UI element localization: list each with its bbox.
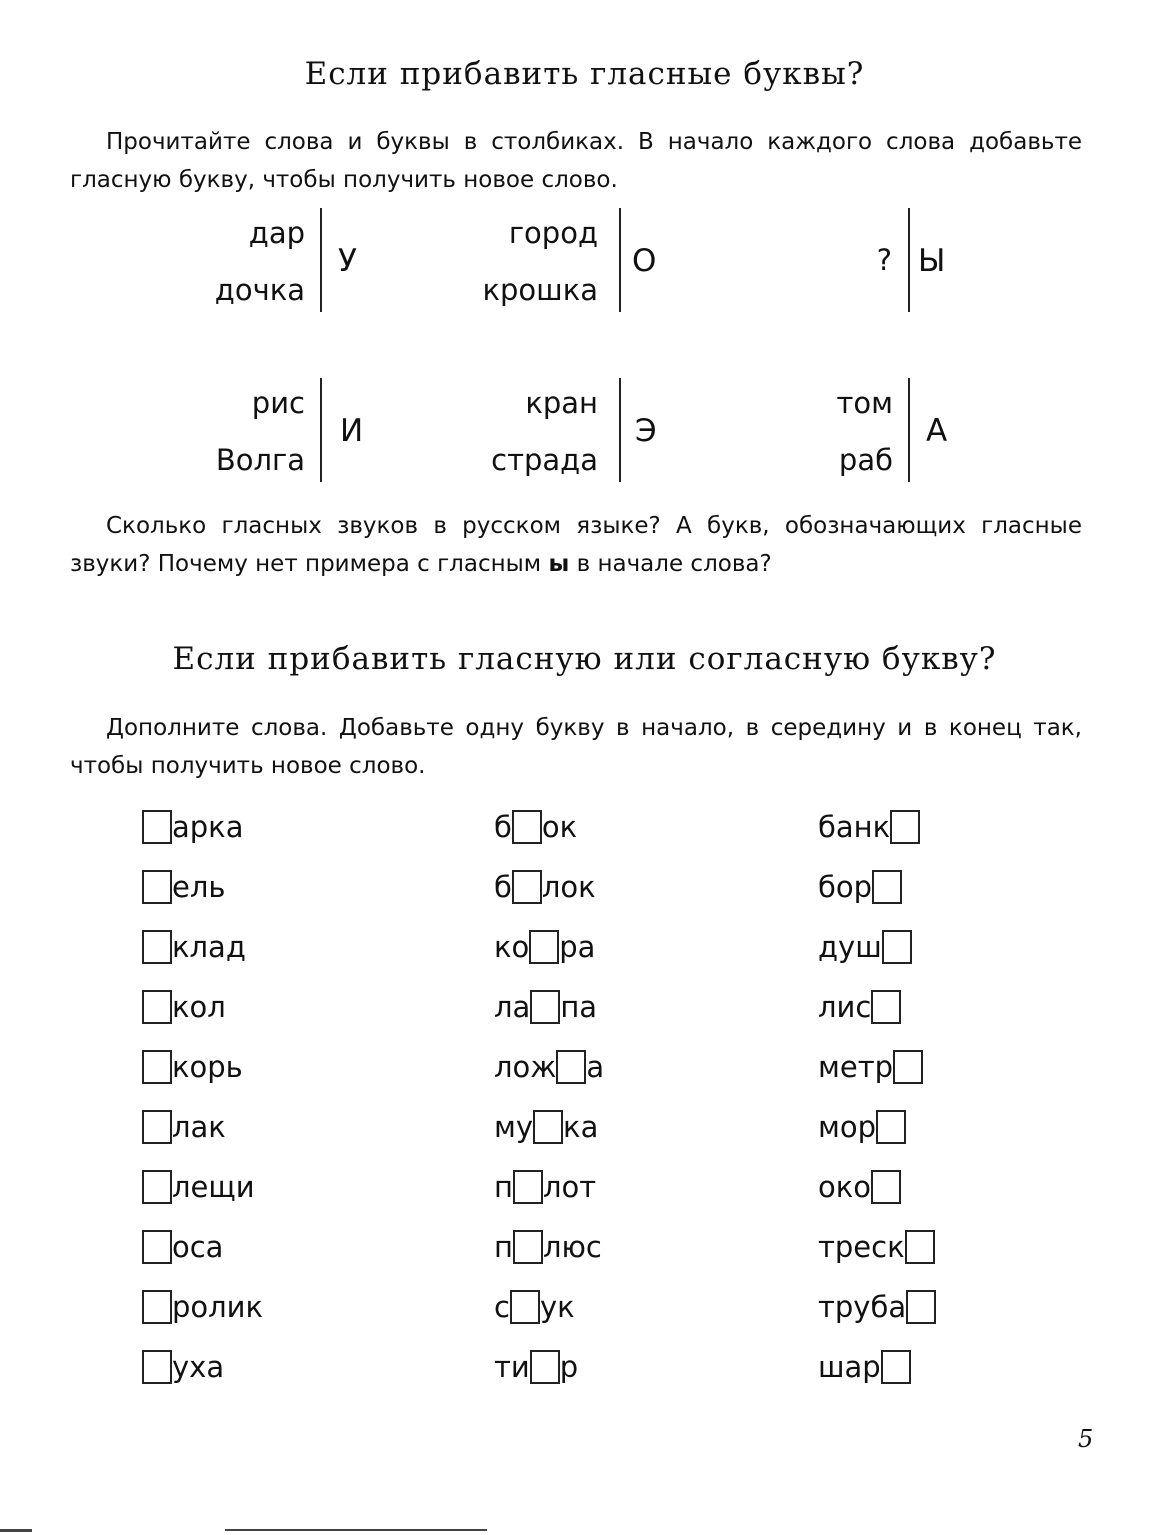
group6-word2: раб [838, 443, 893, 477]
word-prefix: метр [818, 1050, 894, 1084]
word-prefix: п [494, 1170, 513, 1204]
exercise-col2-row [494, 1227, 602, 1267]
word-suffix: ка [563, 1110, 599, 1144]
answer-box[interactable] [882, 930, 912, 964]
group6-letter: А [926, 413, 948, 449]
section1-instruction: Прочитайте слова и буквы в столбиках. В начало каждого слова добавьте гласную букву, чтобы получить новое слово. [70, 129, 1082, 193]
group6-divider [908, 378, 910, 482]
word-suffix: кол [172, 990, 226, 1024]
exercise-col1-row [142, 1227, 223, 1267]
group4-letter: И [340, 413, 364, 449]
word-prefix: ко [494, 930, 530, 964]
exercise-col1-row [142, 1047, 243, 1087]
answer-box[interactable] [906, 1290, 936, 1324]
exercise-col2-row [494, 1107, 598, 1147]
word-prefix: п [494, 1230, 513, 1264]
word-prefix: треск [818, 1230, 905, 1264]
answer-box[interactable] [142, 1350, 172, 1384]
question-bold-letter: ы [548, 551, 570, 577]
group2-divider [619, 208, 621, 312]
word-suffix: ук [539, 1290, 575, 1324]
exercise-col2-row [494, 1287, 575, 1327]
section2-instruction: Дополните слова. Добавьте одну букву в начало, в середину и в конец так, чтобы получить новое слово. [70, 715, 1082, 779]
answer-box[interactable] [905, 1230, 935, 1264]
word-suffix: уха [172, 1350, 225, 1384]
group3-divider [908, 208, 910, 312]
exercise-col3-row [818, 867, 902, 907]
section1-title: Если прибавить гласные буквы? [304, 56, 865, 92]
answer-box[interactable] [530, 1350, 560, 1384]
answer-box[interactable] [510, 1290, 540, 1324]
word-suffix: оса [172, 1230, 224, 1264]
word-suffix: ра [559, 930, 596, 964]
word-prefix: б [494, 810, 512, 844]
word-prefix: б [494, 870, 512, 904]
word-prefix: му [494, 1110, 534, 1144]
exercise-col1-row [142, 927, 246, 967]
group5-divider [619, 378, 621, 482]
answer-box[interactable] [529, 930, 559, 964]
group1-letter: У [338, 243, 357, 279]
answer-box[interactable] [142, 870, 172, 904]
word-prefix: ла [494, 990, 531, 1024]
answer-box[interactable] [530, 990, 560, 1024]
exercise-col3-row [818, 1287, 936, 1327]
answer-box[interactable] [533, 1110, 563, 1144]
word-prefix: око [818, 1170, 872, 1204]
answer-box[interactable] [556, 1050, 586, 1084]
answer-box[interactable] [142, 1170, 172, 1204]
word-suffix: корь [172, 1050, 243, 1084]
answer-box[interactable] [142, 1230, 172, 1264]
group3-word1: ? [876, 243, 892, 277]
group5-word2: страда [491, 443, 598, 477]
word-suffix: р [559, 1350, 579, 1384]
exercise-col1-row [142, 1107, 226, 1147]
answer-box[interactable] [142, 810, 172, 844]
exercise-col3-row [818, 987, 901, 1027]
word-suffix: ель [172, 870, 226, 904]
exercise-col3-row [818, 1347, 911, 1387]
exercise-col2-row [494, 987, 597, 1027]
word-suffix: арка [172, 810, 244, 844]
exercise-col2-row [494, 807, 577, 847]
word-suffix: люс [542, 1230, 602, 1264]
footer-rule-left [0, 1529, 32, 1532]
exercise-col1-row [142, 867, 225, 907]
group3-letter: Ы [918, 243, 946, 279]
exercise-col1-row [142, 807, 243, 847]
section2-title: Если прибавить гласную или согласную букву? [172, 641, 997, 677]
word-suffix: ок [541, 810, 578, 844]
group4-word2: Волга [215, 443, 305, 477]
word-prefix: труба [818, 1290, 907, 1324]
exercise-col3-row [818, 1107, 906, 1147]
group2-word1: город [508, 216, 598, 250]
answer-box[interactable] [142, 990, 172, 1024]
word-prefix: мор [818, 1110, 877, 1144]
section1-question [70, 507, 1082, 583]
exercise-col3-row [818, 1047, 923, 1087]
exercise-col2-row [494, 1167, 596, 1207]
answer-box[interactable] [142, 1110, 172, 1144]
word-suffix: лок [541, 870, 596, 904]
answer-box[interactable] [871, 1170, 901, 1204]
footer-rule [225, 1529, 487, 1531]
group5-letter: Э [635, 413, 657, 449]
question-text-1: Сколько гласных звуков в русском языке? А букв, обозначающих гласные звуки? Почему нет примера с гласным [70, 513, 1082, 577]
question-text-2: в начале слова? [569, 551, 772, 577]
group6-word1: том [836, 386, 893, 420]
exercise-col3-row [818, 927, 912, 967]
word-suffix: а [586, 1050, 605, 1084]
exercise-col1-row [142, 1167, 255, 1207]
group2-word2: крошка [482, 273, 598, 307]
answer-box[interactable] [512, 810, 542, 844]
exercise-col3-row [818, 1167, 901, 1207]
answer-box[interactable] [142, 1050, 172, 1084]
group1-word1: дар [248, 216, 305, 250]
exercise-col1-row [142, 1287, 263, 1327]
word-suffix: лещи [172, 1170, 255, 1204]
answer-box[interactable] [142, 1290, 172, 1324]
answer-box[interactable] [871, 990, 901, 1024]
page-number: 5 [1078, 1425, 1094, 1453]
word-prefix: бор [818, 870, 873, 904]
answer-box[interactable] [513, 1230, 543, 1264]
group5-word1: кран [525, 386, 598, 420]
exercise-col1-row [142, 987, 226, 1027]
group1-divider [320, 208, 322, 312]
word-prefix: лис [818, 990, 872, 1024]
exercise-col3-row [818, 807, 920, 847]
group4-divider [320, 378, 322, 482]
exercise-col2-row [494, 927, 595, 967]
word-prefix: ти [494, 1350, 530, 1384]
exercise-col2-row [494, 1347, 578, 1387]
word-prefix: лож [494, 1050, 557, 1084]
word-suffix: лот [542, 1170, 597, 1204]
word-suffix: па [560, 990, 598, 1024]
group1-word2: дочка [214, 273, 305, 307]
exercise-col2-row [494, 867, 596, 907]
answer-box[interactable] [890, 810, 920, 844]
group4-word1: рис [251, 386, 305, 420]
word-suffix: ролик [172, 1290, 264, 1324]
answer-box[interactable] [872, 870, 902, 904]
answer-box[interactable] [893, 1050, 923, 1084]
exercise-col3-row [818, 1227, 935, 1267]
word-suffix: клад [172, 930, 246, 964]
word-prefix: банк [818, 810, 891, 844]
exercise-col2-row [494, 1047, 604, 1087]
answer-box[interactable] [876, 1110, 906, 1144]
exercise-col1-row [142, 1347, 224, 1387]
word-prefix: душ [818, 930, 882, 964]
word-prefix: шар [818, 1350, 881, 1384]
answer-box[interactable] [513, 1170, 543, 1204]
group2-letter: О [632, 243, 657, 279]
word-suffix: лак [172, 1110, 226, 1144]
answer-box[interactable] [512, 870, 542, 904]
word-prefix: с [494, 1290, 510, 1324]
answer-box[interactable] [142, 930, 172, 964]
answer-box[interactable] [881, 1350, 911, 1384]
